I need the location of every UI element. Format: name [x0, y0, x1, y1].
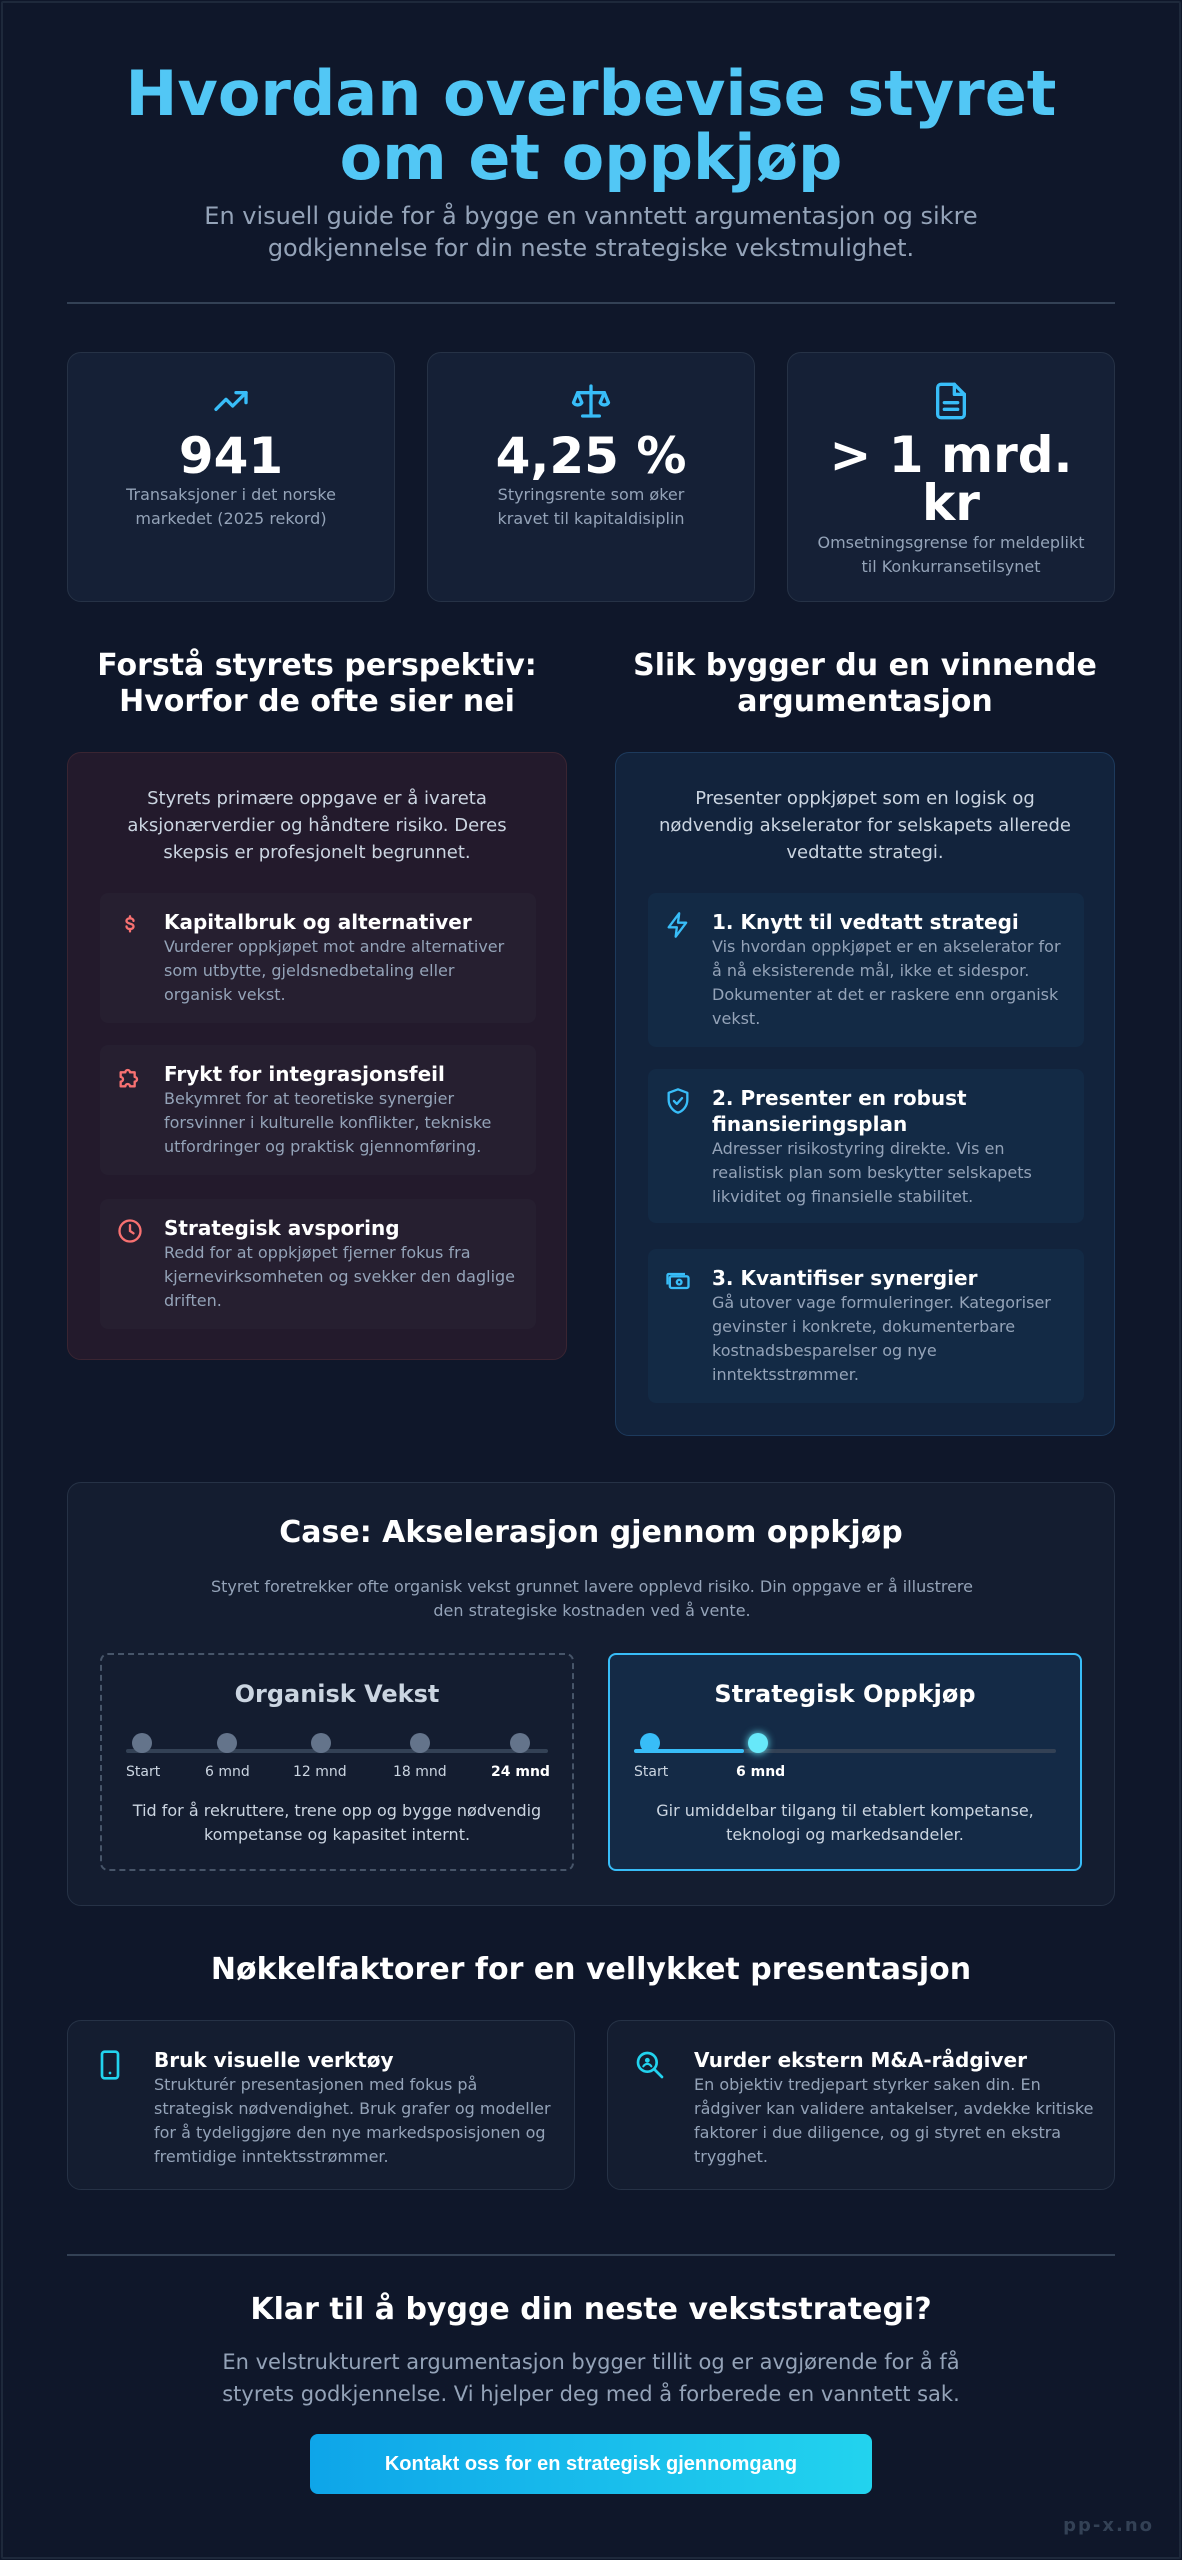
board-heading: Forstå styrets perspektiv: Hvorfor de ofte sier nei: [97, 648, 537, 719]
board-item-text: Bekymret for at teoretiske synergier forsvinner i kulturelle konflikter, tekniske utfordringer og praktisk gjennomføring.: [164, 1089, 492, 1156]
puzzle-icon: [116, 1063, 144, 1091]
search-person-icon: [634, 2049, 666, 2081]
argument-panel: [615, 752, 1115, 1436]
timeline-dot: [132, 1733, 152, 1753]
case-panel: [67, 1482, 1115, 1906]
timeline-dot: [748, 1733, 768, 1753]
stat-card-interest-rate: [427, 352, 755, 602]
strategic-acquisition-text: Gir umiddelbar tilgang til etablert kompetanse, teknologi og markedsandeler.: [656, 1801, 1034, 1844]
argument-item-text: Adresser risikostyring direkte. Vis en realistisk plan som beskytter selskapets likviditet og finansielle stabilitet.: [712, 1139, 1032, 1206]
page-title: Hvordan overbevise styret om et oppkjøp: [125, 57, 1057, 194]
case-text: Styret foretrekker ofte organisk vekst grunnet lavere opplevd risiko. Din oppgave er å illustrere den strategiske kostnaden ved å vente.: [210, 1577, 973, 1620]
dollar-icon: [116, 911, 144, 939]
factor-title: Bruk visuelle verktøy: [154, 2048, 394, 2072]
organic-growth-card: [100, 1653, 574, 1871]
argument-item-text: Vis hvordan oppkjøpet er en akselerator for å nå eksisterende mål, ikke et sidespor. Dokumenter at det er raskere enn organisk vekst.: [712, 937, 1061, 1028]
timeline-dot: [217, 1733, 237, 1753]
strategic-acquisition-card: [608, 1653, 1082, 1871]
strategic-acquisition-title: Strategisk Oppkjøp: [714, 1680, 976, 1708]
stat-card-transactions: [67, 352, 395, 602]
timeline-tick-label: Start: [126, 1764, 161, 1780]
stat-card-threshold: [787, 352, 1115, 602]
page-subtitle: En visuell guide for å bygge en vanntett argumentasjon og sikre godkjennelse for din neste strategiske vekstmulighet.: [204, 202, 978, 262]
scale-icon: [428, 381, 754, 421]
factor-title: Vurder ekstern M&A-rådgiver: [694, 2048, 1027, 2072]
cta-text: En velstrukturert argumentasjon bygger tillit og er avgjørende for å få styrets godkjennelse. Vi hjelper deg med å forberede en vanntett sak.: [222, 2350, 960, 2406]
shield-check-icon: [664, 1087, 692, 1115]
money-icon: [664, 1267, 692, 1295]
stat-value: 4,25 %: [495, 427, 687, 485]
clock-icon: [116, 1217, 144, 1245]
argument-item-title: 2. Presenter en robust finansieringsplan: [712, 1086, 967, 1136]
timeline-dot: [640, 1733, 660, 1753]
factor-card: [607, 2020, 1115, 2190]
divider: [67, 2254, 1115, 2256]
organic-growth-text: Tid for å rekruttere, trene opp og bygge nødvendig kompetanse og kapasitet internt.: [132, 1801, 542, 1844]
phone-icon: [94, 2049, 126, 2081]
timeline-tick-label: 12 mnd: [293, 1764, 347, 1780]
argument-item: [648, 893, 1084, 1047]
board-item: [100, 1045, 536, 1175]
board-intro: Styrets primære oppgave er å ivareta aksjonærverdier og håndtere risiko. Deres skepsis er profesjonelt begrunnet.: [127, 788, 507, 863]
timeline-dot: [311, 1733, 331, 1753]
timeline-dot: [410, 1733, 430, 1753]
argument-item-title: 1. Knytt til vedtatt strategi: [712, 910, 1019, 934]
factor-text: En objektiv tredjepart styrker saken din. En rådgiver kan validere antakelser, avdekke kritiske faktorer i due diligence, og gi styret en ekstra trygghet.: [694, 2075, 1094, 2166]
stat-label: Omsetningsgrense for meldeplikt til Konkurransetilsynet: [817, 533, 1085, 576]
case-heading: Case: Akselerasjon gjennom oppkjøp: [279, 1515, 903, 1550]
argument-item: [648, 1249, 1084, 1403]
timeline-tick-label: Start: [634, 1764, 669, 1780]
organic-growth-title: Organisk Vekst: [234, 1680, 440, 1708]
board-item-text: Redd for at oppkjøpet fjerner fokus fra kjernevirksomheten og svekker den daglige driften.: [164, 1243, 516, 1310]
document-icon: [788, 381, 1114, 421]
argument-item-title: 3. Kvantifiser synergier: [712, 1266, 978, 1290]
timeline-dot: [510, 1733, 530, 1753]
stat-label: Styringsrente som øker kravet til kapitaldisiplin: [497, 485, 685, 528]
factor-text: Strukturér presentasjonen med fokus på strategisk nødvendighet. Bruk grafer og modeller for å tydeliggjøre den nye markedsposisjonen og fremtidige inntektsstrømmer.: [154, 2075, 551, 2166]
argument-item-text: Gå utover vage formuleringer. Kategoriser gevinster i konkrete, dokumenterbare kostnadsbesparelser og nye inntektsstrømmer.: [712, 1293, 1051, 1384]
factor-card: [67, 2020, 575, 2190]
stat-label: Transaksjoner i det norske markedet (2025 rekord): [126, 485, 336, 528]
timeline-tick-label: 24 mnd: [491, 1764, 550, 1780]
contact-button[interactable]: Kontakt oss for en strategisk gjennomgang: [310, 2434, 872, 2494]
cta-heading: Klar til å bygge din neste vekststrategi?: [250, 2292, 932, 2327]
lightning-icon: [664, 911, 692, 939]
timeline-track: [126, 1749, 548, 1753]
board-item-title: Frykt for integrasjonsfeil: [164, 1062, 445, 1086]
timeline-tick-label: 18 mnd: [393, 1764, 447, 1780]
argument-heading: Slik bygger du en vinnende argumentasjon: [633, 648, 1097, 719]
board-panel: [67, 752, 567, 1360]
argument-item: [648, 1069, 1084, 1223]
board-item: [100, 1199, 536, 1329]
argument-intro: Presenter oppkjøpet som en logisk og nødvendig akselerator for selskapets allerede vedtatte strategi.: [659, 788, 1071, 863]
stat-value: > 1 mrd. kr: [829, 426, 1073, 532]
stat-value: 941: [178, 427, 284, 485]
factors-heading: Nøkkelfaktorer for en vellykket presentasjon: [210, 1952, 972, 1987]
brand-watermark: pp-x.no: [1063, 2515, 1154, 2536]
timeline-tick-label: 6 mnd: [205, 1764, 250, 1780]
divider: [67, 302, 1115, 304]
board-item-title: Kapitalbruk og alternativer: [164, 910, 472, 934]
board-item-title: Strategisk avsporing: [164, 1216, 400, 1240]
trending-up-icon: [68, 381, 394, 421]
board-item-text: Vurderer oppkjøpet mot andre alternativer som utbytte, gjeldsnedbetaling eller organisk vekst.: [164, 937, 505, 1004]
board-item: [100, 893, 536, 1023]
timeline-tick-label: 6 mnd: [736, 1764, 786, 1780]
